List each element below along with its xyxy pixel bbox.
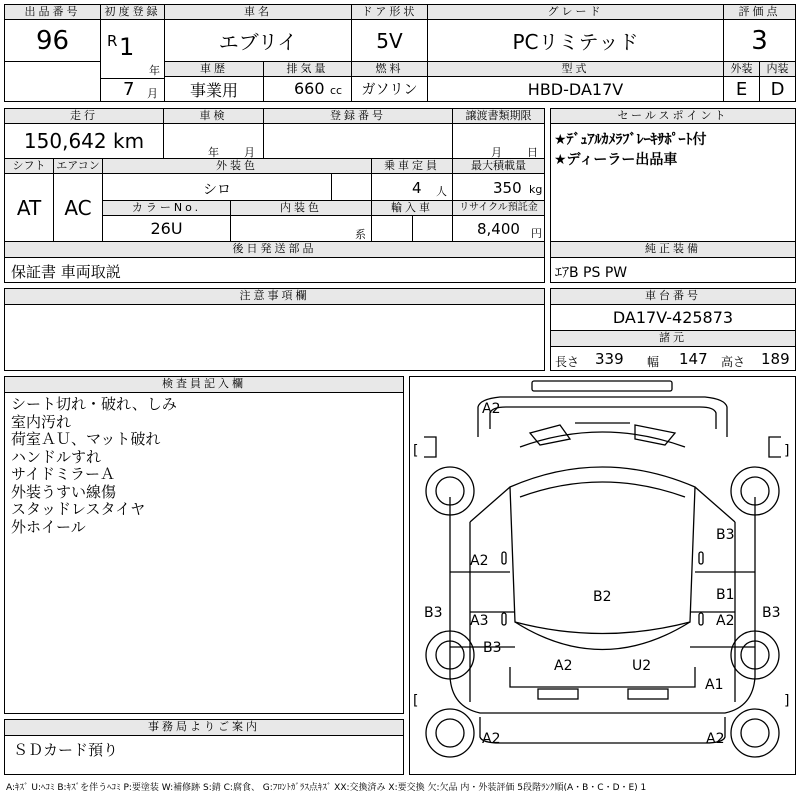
reg-month: 7 xyxy=(123,79,135,100)
damage-diagram xyxy=(409,376,796,775)
color-no: 26U xyxy=(102,215,231,242)
car-name: エブリイ xyxy=(164,19,352,62)
interior-grade: D xyxy=(759,76,796,102)
height-label: 高さ xyxy=(721,355,746,369)
legend: A:ｷｽﾞ U:ﾍｺﾐ B:ｷｽﾞを伴うﾍｺﾐ P:要塗装 W:補修跡 S:錆 C:腐食、 G:ﾌﾛﾝﾄｶﾞﾗｽ点ｷｽﾞ XX:交換済み X:要交換 欠:欠品 内・外装評価 5段階ﾗﾝｸ順(A・B・C・D・E) 1 xyxy=(6,783,647,793)
first-registration-header: 初度登録 xyxy=(100,4,165,20)
fuel-header: 燃料 xyxy=(351,61,428,77)
aircon-header: エアコン xyxy=(53,158,103,174)
exterior-color-header: 外装色 xyxy=(102,158,372,174)
inspector-line: 室内汚れ xyxy=(11,412,72,431)
deadline-day-unit: 日 xyxy=(527,146,538,159)
month-unit: 月 xyxy=(147,87,158,100)
inspector-line: 荷室ＡＵ、マット破れ xyxy=(11,430,161,448)
recycle xyxy=(452,215,545,242)
recycle-header: リサイクル預託金 xyxy=(452,200,545,216)
height-value: 189 xyxy=(761,350,790,368)
capacity xyxy=(371,173,453,201)
recycle-unit: 円 xyxy=(531,227,542,240)
damage-mark: U2 xyxy=(632,658,652,674)
max-load-header: 最大積載量 xyxy=(452,158,545,174)
max-load xyxy=(452,173,545,201)
displacement-value: 660 xyxy=(294,79,325,98)
color-no-header: カラーNo. xyxy=(102,200,231,216)
damage-mark: A3 xyxy=(470,613,489,629)
bracket-right-bottom: ] xyxy=(784,693,790,709)
shift-header: シフト xyxy=(4,158,54,174)
damage-mark: A2 xyxy=(554,658,573,674)
inspection-header: 車検 xyxy=(163,108,264,124)
first-registration-year xyxy=(100,19,165,79)
interior-color-header: 内装色 xyxy=(230,200,372,216)
damage-mark: A2 xyxy=(716,613,735,629)
transfer-deadline xyxy=(452,123,545,159)
later-parts-header: 後日発送部品 xyxy=(4,241,545,258)
registration-header: 登録番号 xyxy=(263,108,453,124)
mileage-header: 走行 xyxy=(4,108,164,124)
displacement-header: 排気量 xyxy=(263,61,352,77)
later-parts-value: 保証書 車両取説 xyxy=(11,263,121,281)
interior-grade-header: 内装 xyxy=(759,61,796,77)
interior-color-unit: 系 xyxy=(355,228,366,241)
car-name-header: 車名 xyxy=(164,4,352,20)
exterior-color xyxy=(102,173,332,201)
first-registration-month xyxy=(100,78,165,102)
exterior-grade-header: 外装 xyxy=(723,61,760,77)
capacity-unit: 人 xyxy=(436,185,447,198)
capacity-value: 4 xyxy=(412,179,422,197)
import-value xyxy=(371,215,413,242)
sales-point-line: ★ﾃﾞｭｱﾙｶﾒﾗﾌﾞﾚｰｷｻﾎﾟｰﾄ付 xyxy=(554,132,707,148)
length-label: 長さ xyxy=(555,355,580,369)
inspector-line: シート切れ・破れ、しみ xyxy=(11,395,177,413)
bracket-left-bottom: [ xyxy=(413,693,419,709)
inspector-line: 外ホイール xyxy=(11,517,86,536)
sales-points-header: セールスポイント xyxy=(550,108,796,124)
year-unit: 年 xyxy=(149,64,160,77)
damage-mark: B1 xyxy=(716,587,735,603)
damage-mark: B3 xyxy=(483,640,502,656)
damage-mark: B3 xyxy=(424,605,443,621)
recycle-value: 8,400 xyxy=(477,220,520,238)
notes xyxy=(4,304,545,371)
reg-year: 1 xyxy=(119,33,135,61)
inspector-line: 外装うすい線傷 xyxy=(11,482,117,501)
inspector-line: ハンドルすれ xyxy=(11,447,102,466)
inspector-header: 検査員記入欄 xyxy=(4,376,404,393)
shift: AT xyxy=(4,173,54,242)
damage-mark: B2 xyxy=(593,589,612,605)
exterior-grade: E xyxy=(723,76,760,102)
capacity-header: 乗車定員 xyxy=(371,158,453,174)
model-code-header: 型式 xyxy=(427,61,724,77)
bracket-left-top: [ xyxy=(413,443,419,459)
score-header: 評価点 xyxy=(723,4,796,20)
damage-mark: A2 xyxy=(482,401,501,417)
max-load-unit: kg xyxy=(529,183,543,196)
equipment xyxy=(550,257,796,283)
inspector-line: サイドミラーＡ xyxy=(11,465,115,483)
damage-mark: B3 xyxy=(716,527,735,543)
office-value: ＳＤカード預り xyxy=(13,741,119,759)
history-header: 車歴 xyxy=(164,61,264,77)
dimensions-header: 諸元 xyxy=(550,330,796,347)
interior-color xyxy=(230,215,372,242)
lot-number-header: 出品番号 xyxy=(4,4,101,20)
damage-mark: B3 xyxy=(762,605,781,621)
exterior-color-extra xyxy=(331,173,372,201)
office-notes xyxy=(4,735,404,775)
inspection-date xyxy=(163,123,264,159)
damage-mark: A2 xyxy=(706,731,725,747)
inspector-line: スタッドレスタイヤ xyxy=(11,500,146,518)
displacement-unit: cc xyxy=(330,84,343,97)
dimensions xyxy=(550,346,796,371)
mileage: 150,642 km xyxy=(4,123,164,159)
aircon: AC xyxy=(53,173,103,242)
transfer-deadline-header: 譲渡書類期限 xyxy=(452,108,545,124)
inspector-notes xyxy=(4,392,404,714)
import-header: 輸入車 xyxy=(371,200,453,216)
sales-points xyxy=(550,123,796,242)
grade: PCリミテッド xyxy=(427,19,724,62)
sales-point-line: ★ディーラー出品車 xyxy=(554,152,678,168)
damage-mark: A1 xyxy=(705,677,724,693)
inspection-month-unit: 月 xyxy=(244,146,255,159)
width-label: 幅 xyxy=(647,355,660,369)
lot-number: 96 xyxy=(4,19,101,62)
car-outline-diagram xyxy=(410,377,795,774)
displacement xyxy=(263,76,352,102)
length-value: 339 xyxy=(595,350,624,368)
lot-blank xyxy=(4,61,101,102)
later-parts xyxy=(4,257,545,283)
max-load-value: 350 xyxy=(493,179,522,197)
notes-header: 注意事項欄 xyxy=(4,288,545,305)
chassis-header: 車台番号 xyxy=(550,288,796,305)
bracket-right-top: ] xyxy=(784,443,790,459)
office-header: 事務局よりご案内 xyxy=(4,719,404,736)
door-type: 5V xyxy=(351,19,428,62)
damage-mark: A2 xyxy=(482,731,501,747)
model-code: HBD-DA17V xyxy=(427,76,724,102)
inspection-year-unit: 年 xyxy=(208,146,219,159)
fuel: ガソリン xyxy=(351,76,428,102)
door-header: ドア形状 xyxy=(351,4,428,20)
damage-mark: A2 xyxy=(470,553,489,569)
chassis-number: DA17V-425873 xyxy=(550,304,796,331)
deadline-month-unit: 月 xyxy=(491,146,502,159)
equipment-value: ｴｱB PS PW xyxy=(555,265,628,281)
width-value: 147 xyxy=(679,350,708,368)
exterior-color-value: シロ xyxy=(203,182,231,198)
era-code: R xyxy=(107,32,118,50)
registration-number xyxy=(263,123,453,159)
history: 事業用 xyxy=(164,76,264,102)
grade-header: グレード xyxy=(427,4,724,20)
score-value: 3 xyxy=(723,19,796,62)
equipment-header: 純正装備 xyxy=(550,241,796,258)
import-value-2 xyxy=(412,215,453,242)
